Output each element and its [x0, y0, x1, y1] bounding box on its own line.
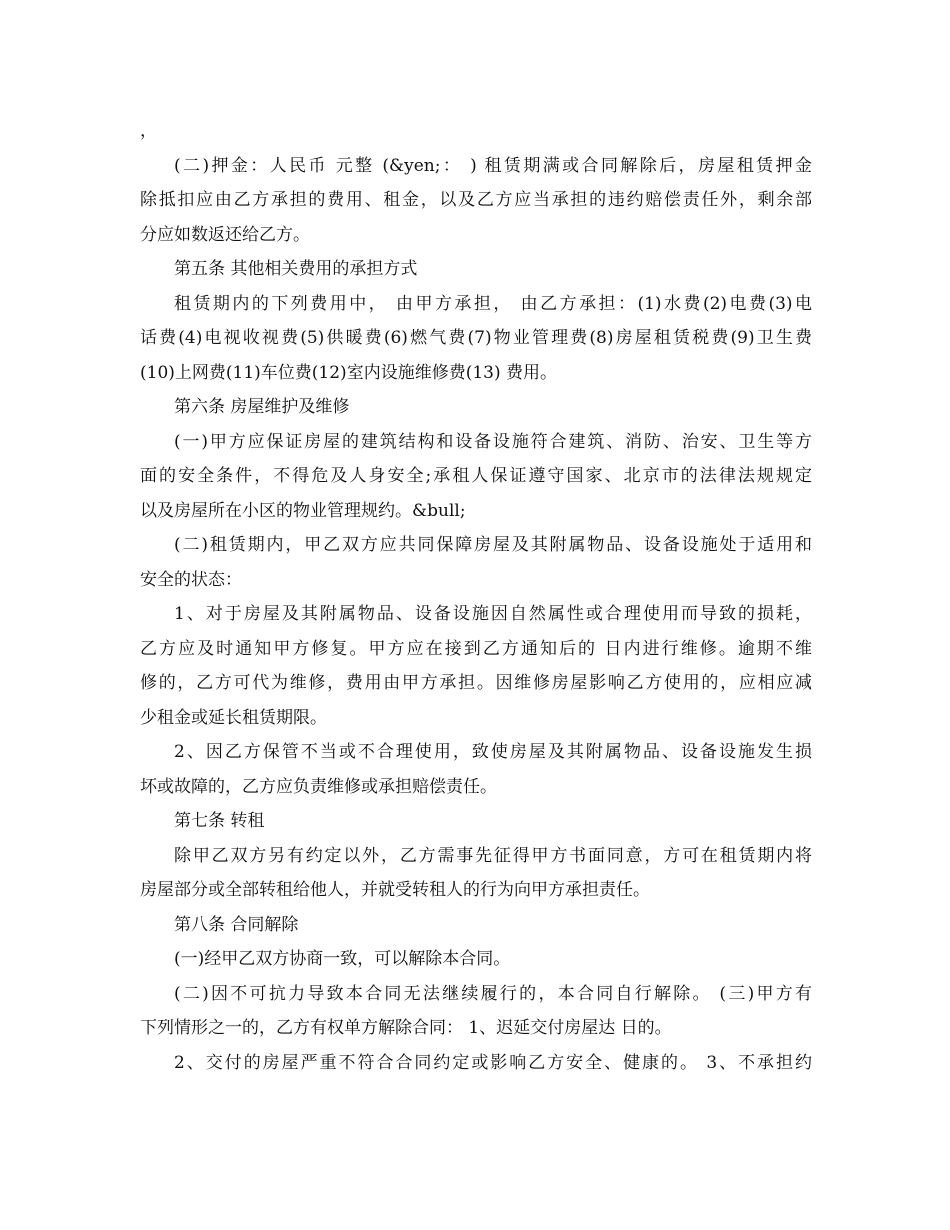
section-heading: 第八条 合同解除 — [174, 914, 299, 935]
text-line: 安全的状态： — [140, 569, 242, 590]
section-heading: 第五条 其他相关费用的承担方式 — [174, 259, 418, 279]
text-line: 乙方应及时通知甲方修复。甲方应在接到乙方通知后的 日内进行维修。逾期不维 — [140, 638, 812, 659]
text-line: 2、因乙方保管不当或不合理使用，致使房屋及其附属物品、设备设施发生损 — [174, 742, 812, 762]
text-line: 话费(4)电视收视费(5)供暖费(6)燃气费(7)物业管理费(8)房屋租赁税费(9)卫生费 — [140, 328, 812, 348]
section-heading: 第七条 转租 — [174, 811, 265, 831]
text-line: 除甲乙双方另有约定以外，乙方需事先征得甲方书面同意，方可在租赁期内将 — [174, 845, 812, 866]
text-line: (一)甲方应保证房屋的建筑结构和设备设施符合建筑、消防、治安、卫生等方 — [174, 431, 812, 452]
text-line: 少租金或延长租赁期限。 — [140, 707, 327, 728]
text-line: ， — [140, 121, 157, 141]
text-line: 分应如数返还给乙方。 — [140, 224, 310, 245]
text-line: 1、对于房屋及其附属物品、设备设施因自然属性或合理使用而导致的损耗， — [174, 604, 812, 624]
section-heading: 第六条 房屋维护及维修 — [174, 397, 350, 417]
document-page — [140, 114, 812, 1080]
text-line: 修的，乙方可代为维修，费用由甲方承担。因维修房屋影响乙方使用的，应相应减 — [140, 673, 812, 693]
text-line: (一)经甲乙双方协商一致，可以解除本合同。 — [174, 949, 511, 969]
text-line: (二)押金：人民币 元整 (&yen;： ) 租赁期满或合同解除后，房屋租赁押金 — [174, 155, 812, 176]
text-line: 下列情形之一的，乙方有权单方解除合同： 1、迟延交付房屋达 日的。 — [140, 1018, 672, 1038]
text-line: (二)租赁期内，甲乙双方应共同保障房屋及其附属物品、设备设施处于适用和 — [174, 535, 812, 555]
text-line: 租赁期内的下列费用中， 由甲方承担， 由乙方承担：(1)水费(2)电费(3)电 — [174, 293, 812, 314]
text-line: 坏或故障的，乙方应负责维修或承担赔偿责任。 — [140, 776, 497, 797]
text-line: (二)因不可抗力导致本合同无法继续履行的，本合同自行解除。 (三)甲方有 — [174, 983, 812, 1004]
text-line: (10)上网费(11)车位费(12)室内设施维修费(13) 费用。 — [140, 362, 557, 383]
text-line: 面的安全条件，不得危及人身安全;承租人保证遵守国家、北京市的法律法规规定 — [140, 466, 812, 486]
text-line: 房屋部分或全部转租给他人，并就受转租人的行为向甲方承担责任。 — [140, 880, 650, 900]
text-line: 除抵扣应由乙方承担的费用、租金，以及乙方应当承担的违约赔偿责任外，剩余部 — [140, 190, 812, 210]
text-line: 以及房屋所在小区的物业管理规约。&bull; — [140, 500, 466, 521]
text-line: 2、交付的房屋严重不符合合同约定或影响乙方安全、健康的。 3、不承担约 — [174, 1052, 812, 1073]
